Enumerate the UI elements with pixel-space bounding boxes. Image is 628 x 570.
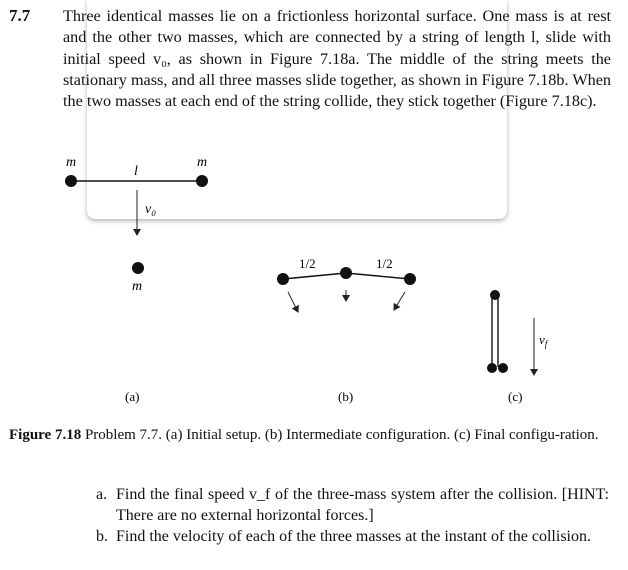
mass-bottom-right-c <box>498 363 508 373</box>
mass-right <box>196 175 208 187</box>
panel-label-c: (c) <box>508 389 523 404</box>
panel-a-diagram <box>65 155 208 294</box>
question-label: b. <box>96 528 108 545</box>
question-text: Find the velocity of each of the three masses at the instant of the collision. <box>116 528 591 545</box>
arrow-left-b <box>288 292 298 312</box>
mass-label: m <box>197 155 208 170</box>
half-label-right: 1/2 <box>376 256 393 271</box>
question-list <box>96 484 609 547</box>
mass-label: m <box>132 279 143 294</box>
mass-top-c <box>490 290 500 300</box>
mass-middle-b <box>340 267 352 279</box>
panel-b-diagram <box>277 256 416 312</box>
question-item <box>96 484 609 526</box>
figure-caption <box>9 425 609 445</box>
caption-label: Figure 7.18 <box>9 427 82 443</box>
vf-label: $v_f$ <box>539 332 548 349</box>
mass-left <box>65 175 77 187</box>
mass-left-b <box>277 273 289 285</box>
v0-label: v₀ <box>145 202 157 217</box>
problem-number: 7.7 <box>9 6 31 25</box>
vf-subscript: f <box>544 339 548 349</box>
half-label-left: 1/2 <box>299 256 316 271</box>
panel-label-b: (b) <box>338 389 354 404</box>
mass-bottom-left-c <box>487 363 497 373</box>
question-label: a. <box>96 486 108 503</box>
panel-c-diagram <box>487 290 549 375</box>
caption-text: Problem 7.7. (a) Initial setup. (b) Intermediate configuration. (c) Final configu-ration. <box>81 427 599 443</box>
figure-7-18 <box>0 150 628 420</box>
panel-label-a: (a) <box>125 389 140 404</box>
arrow-right-b <box>394 292 405 310</box>
length-label: l <box>134 164 138 179</box>
question-item <box>96 526 609 547</box>
mass-label: m <box>66 155 77 170</box>
mass-right-b <box>404 273 416 285</box>
mass-stationary <box>132 262 144 274</box>
question-text: Find the final speed v_f of the three-mass system after the collision. [HINT: There are no external horizontal forces.] <box>116 486 609 524</box>
problem-text: Three identical masses lie on a frictionless horizontal surface. One mass is at rest and the other two masses, which are connected by a string of length l, slide with initial speed v₀, as shown in Figure 7.18a. The middle of the string meets the stationary mass, and all three masses slide together, as shown in Figure 7.18b. When the two masses at each end of the string collide, they stick together (Figure 7.18c). <box>63 7 611 111</box>
